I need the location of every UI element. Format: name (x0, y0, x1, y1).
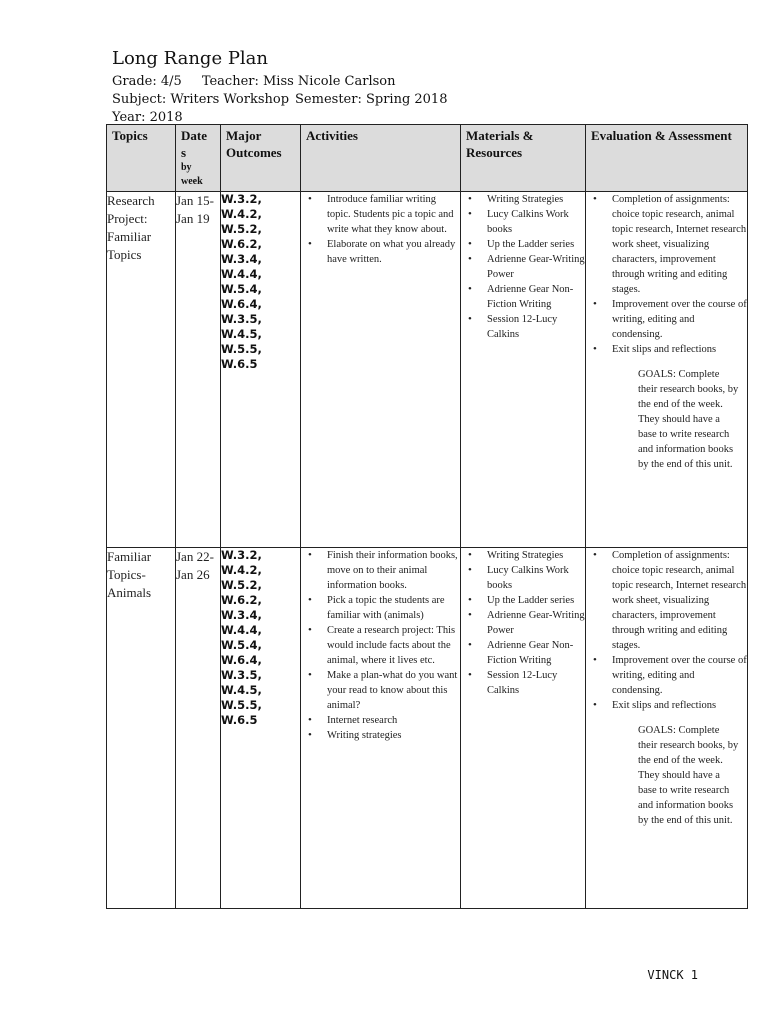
outcome-code: W.3.2, (221, 192, 262, 206)
activity-item: • Finish their information books, move on to their animal information books. (327, 548, 460, 593)
activity-item: • Internet research (327, 713, 460, 728)
outcome-code: W.6.2, (221, 593, 262, 607)
outcome-code: W.5.5, (221, 698, 262, 712)
material-item: • Adrienne Gear Non-Fiction Writing (487, 638, 585, 668)
header-topics: Topics (107, 125, 176, 192)
material-item: • Adrienne Gear Non-Fiction Writing (487, 282, 585, 312)
outcome-code: W.5.4, (221, 282, 262, 296)
outcome-code: W.5.2, (221, 578, 262, 592)
page-footer-label: VINCK 1 (647, 968, 698, 982)
activity-item: • Writing strategies (327, 728, 460, 743)
outcome-code: W.5.4, (221, 638, 262, 652)
material-cell (461, 192, 586, 548)
outcome-code: W.4.4, (221, 623, 262, 637)
goals-text: GOALS: Complete their research books, by the end of the week. They should have a base to write research and information books by the end of this unit. (638, 725, 739, 826)
outcome-code: W.4.5, (221, 327, 262, 341)
semester-label: Semester: Spring 2018 (295, 92, 448, 107)
activity-list (301, 192, 460, 267)
header-evaluation: Evaluation & Assessment (586, 125, 748, 192)
activity-cell (301, 192, 461, 548)
outcome-code: W.6.5 (221, 357, 258, 371)
evaluation-item: • Improvement over the course of writing, editing and condensing. (612, 297, 747, 342)
dates-cell: Jan 22- Jan 26 (176, 548, 221, 909)
material-list (461, 192, 585, 342)
material-item: • Session 12-Lucy Calkins (487, 312, 585, 342)
activity-cell (301, 548, 461, 909)
material-item: • Up the Ladder series (487, 237, 585, 252)
header-dates-sub: by week (181, 162, 203, 187)
material-item: • Lucy Calkins Work books (487, 563, 585, 593)
outcome-code: W.4.2, (221, 563, 262, 577)
evaluation-list (586, 192, 747, 357)
outcome-code: W.3.4, (221, 608, 262, 622)
outcome-code: W.3.5, (221, 668, 262, 682)
material-item: • Session 12-Lucy Calkins (487, 668, 585, 698)
outcome-code: W.4.2, (221, 207, 262, 221)
header-activities: Activities (301, 125, 461, 192)
document-header (112, 48, 672, 127)
evaluation-cell (586, 192, 748, 548)
table-row (107, 192, 748, 548)
material-item: • Writing Strategies (487, 192, 585, 207)
outcome-code: W.6.4, (221, 297, 262, 311)
document-title: Long Range Plan (112, 48, 269, 69)
evaluation-item: • Completion of assignments: choice topic research, animal topic research, Internet research work sheet, visualizing characters, improvement through writing and editing stages. (612, 192, 747, 297)
material-list (461, 548, 585, 698)
evaluation-list (586, 548, 747, 713)
activity-list (301, 548, 460, 743)
material-item: • Up the Ladder series (487, 593, 585, 608)
outcome-code: W.5.5, (221, 342, 262, 356)
evaluation-item: • Improvement over the course of writing, editing and condensing. (612, 653, 747, 698)
grade-label: Grade: 4/5 (112, 74, 182, 89)
material-cell (461, 548, 586, 909)
outcomes-cell (221, 548, 301, 909)
header-dates-label: Date s (181, 128, 207, 160)
outcome-code: W.6.4, (221, 653, 262, 667)
outcome-code: W.3.2, (221, 548, 262, 562)
outcome-code: W.5.2, (221, 222, 262, 236)
long-range-plan-table (106, 124, 748, 909)
table-header-row (107, 125, 748, 192)
evaluation-item: • Exit slips and reflections (612, 698, 747, 713)
material-item: • Writing Strategies (487, 548, 585, 563)
evaluation-item: • Exit slips and reflections (612, 342, 747, 357)
subject-label: Subject: Writers Workshop (112, 92, 290, 107)
material-item: • Adrienne Gear-Writing Power (487, 252, 585, 282)
evaluation-item: • Completion of assignments: choice topic research, animal topic research, Internet research work sheet, visualizing characters, improvement through writing and editing stages. (612, 548, 747, 653)
header-outcomes: Major Outcomes (221, 125, 301, 192)
activity-item: • Create a research project: This would include facts about the animal, where it lives etc. (327, 623, 460, 668)
subject-semester-line (112, 91, 672, 109)
outcome-code: W.3.5, (221, 312, 262, 326)
header-materials: Materials & Resources (461, 125, 586, 192)
outcomes-cell (221, 192, 301, 548)
grade-teacher-line (112, 73, 672, 91)
material-item: • Lucy Calkins Work books (487, 207, 585, 237)
evaluation-cell (586, 548, 748, 909)
activity-item: • Pick a topic the students are familiar with (animals) (327, 593, 460, 623)
material-item: • Adrienne Gear-Writing Power (487, 608, 585, 638)
activity-item: • Introduce familiar writing topic. Students pic a topic and write what they know about. (327, 192, 460, 237)
year-label: Year: 2018 (112, 110, 183, 125)
goals-text: GOALS: Complete their research books, by the end of the week. They should have a base to write research and information books by the end of this unit. (638, 369, 739, 470)
activity-item: • Elaborate on what you already have written. (327, 237, 460, 267)
outcome-code: W.3.4, (221, 252, 262, 266)
topic-cell: Familiar Topics- Animals (107, 548, 176, 909)
outcome-code: W.6.5 (221, 713, 258, 727)
outcome-code: W.4.5, (221, 683, 262, 697)
topic-cell: Research Project: Familiar Topics (107, 192, 176, 548)
teacher-label: Teacher: Miss Nicole Carlson (201, 74, 396, 89)
outcome-code: W.6.2, (221, 237, 262, 251)
dates-cell: Jan 15- Jan 19 (176, 192, 221, 548)
table-row (107, 548, 748, 909)
header-dates (176, 125, 221, 192)
activity-item: • Make a plan-what do you want your read to know about this animal? (327, 668, 460, 713)
outcome-code: W.4.4, (221, 267, 262, 281)
